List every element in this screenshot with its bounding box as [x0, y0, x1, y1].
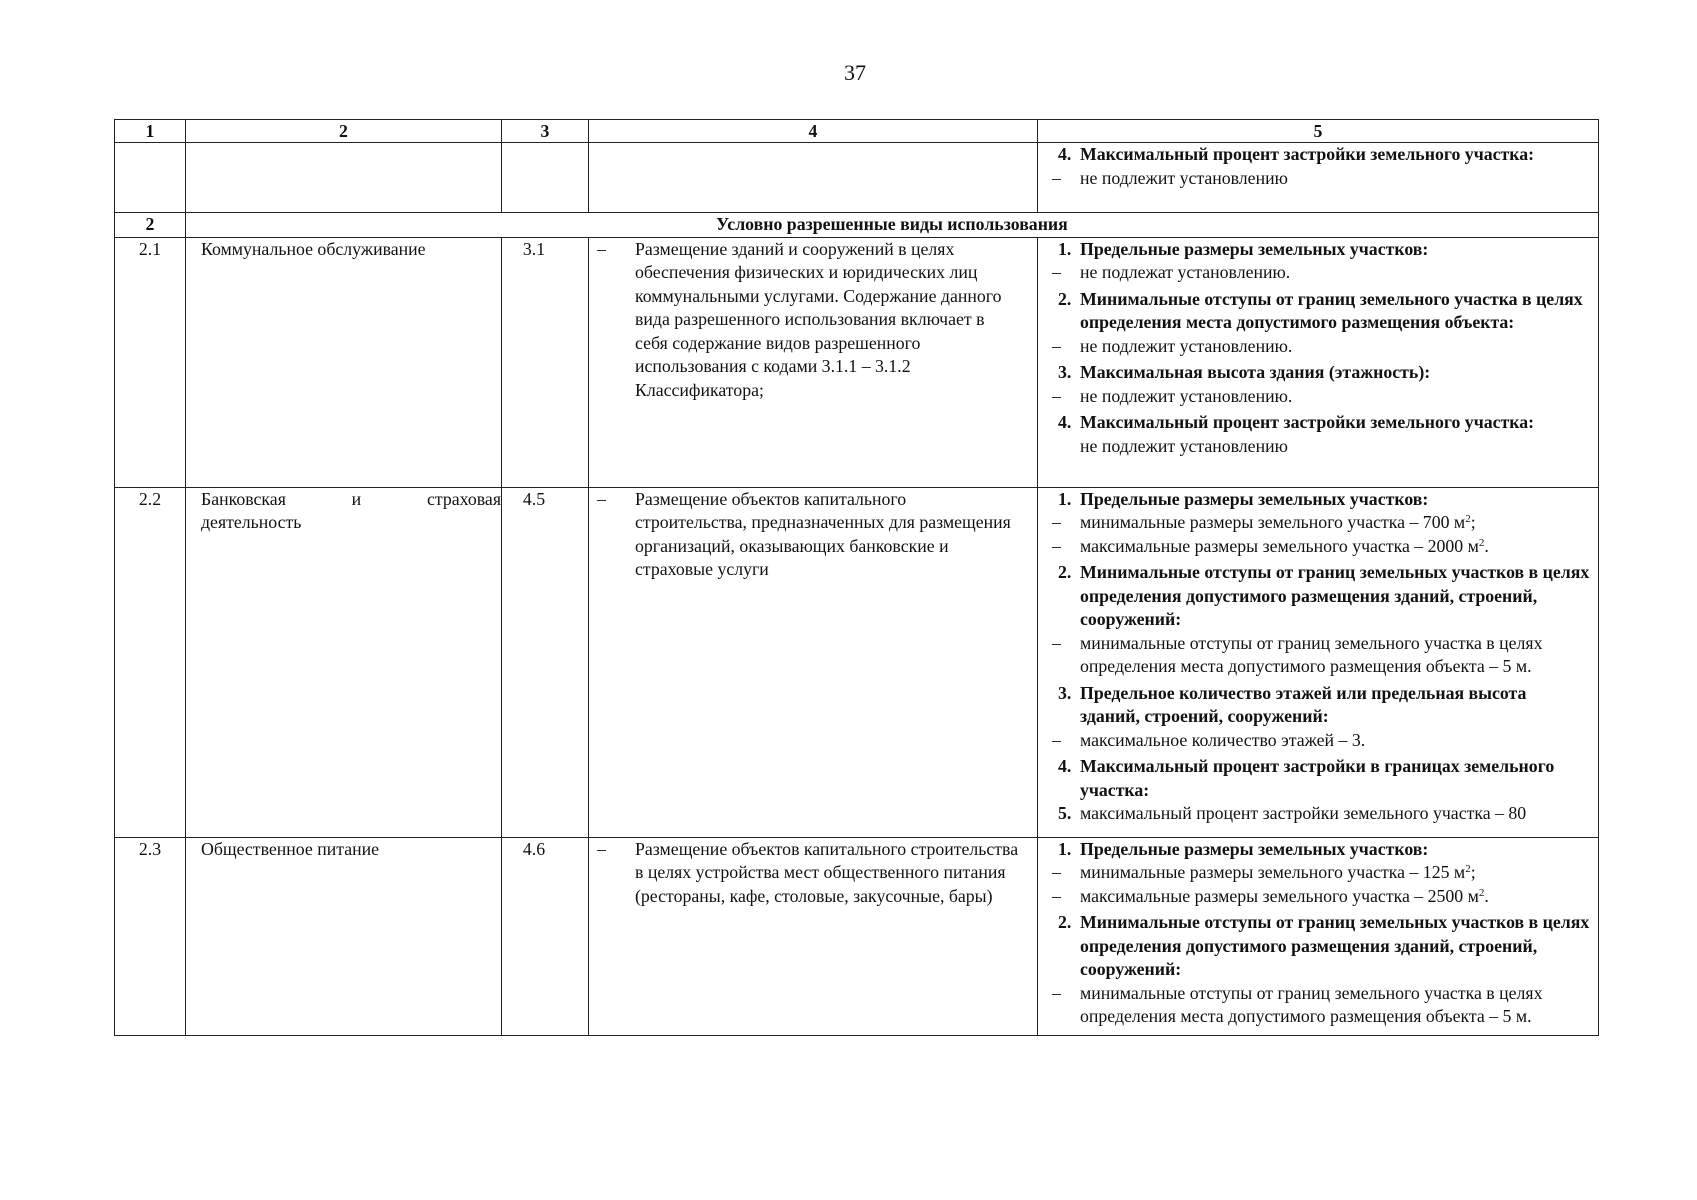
- param-number: 4.: [1058, 144, 1072, 164]
- description-cell: [589, 237, 1038, 487]
- header-cell: 4: [589, 120, 1038, 143]
- section-row: [115, 213, 1599, 238]
- param-value: [1048, 861, 1590, 885]
- param-text-wrap: [1080, 535, 1590, 559]
- use-name-line: деятельность: [201, 512, 302, 532]
- param-title: Предельные размеры земельных участков:: [1080, 238, 1429, 259]
- param-value: [1048, 167, 1590, 191]
- param-title: Максимальный процент застройки земельного участка:: [1080, 144, 1535, 164]
- param-value: [1048, 885, 1590, 909]
- param-text-wrap: [1080, 729, 1590, 753]
- param-title: Предельные размеры земельных участков:: [1080, 488, 1429, 509]
- param-value: [1048, 385, 1590, 409]
- param-number: 1.: [1058, 838, 1072, 859]
- description-text: Размещение зданий и сооружений в целях обеспечения физических и юридических лиц коммунальными услугами. Содержание данного вида разрешенного использования включает в себя содержание видов разрешенного использования с кодами 3.1.1 – 3.1.2 Классификатора;: [635, 238, 1002, 400]
- header-cell: 5: [1038, 120, 1599, 143]
- row-number: 2.1: [115, 237, 186, 487]
- param-number: 3.: [1058, 682, 1072, 703]
- param-number: 4.: [1058, 756, 1072, 776]
- param-text-wrap: [1080, 632, 1590, 679]
- param-tail: ;: [1470, 512, 1476, 532]
- header-cell: 2: [186, 120, 502, 143]
- use-name-word: Банковская: [201, 488, 286, 509]
- superscript: 2: [1465, 863, 1471, 875]
- param-text-wrap: [1080, 435, 1590, 459]
- dash-marker: –: [1052, 632, 1061, 653]
- use-name-cell: [186, 837, 502, 1035]
- param-value: [1048, 632, 1590, 679]
- use-name-cell: [186, 487, 502, 837]
- description-cell: [589, 837, 1038, 1035]
- param-heading: [1048, 561, 1590, 632]
- param-heading: [1048, 911, 1590, 982]
- param-title: Максимальная высота здания (этажность):: [1080, 362, 1431, 382]
- param-item: [1048, 802, 1590, 826]
- param-title: Предельное количество этажей или предельная высота зданий, строений, сооружений:: [1080, 682, 1527, 726]
- dash-marker: –: [1052, 862, 1061, 882]
- param-text: минимальные размеры земельного участка – 125 м: [1080, 862, 1466, 882]
- use-name: Коммунальное обслуживание: [201, 238, 426, 259]
- param-number: 4.: [1058, 412, 1072, 432]
- page-number: 37: [844, 60, 866, 85]
- param-heading: [1048, 143, 1590, 167]
- use-name-word: страховая: [427, 488, 501, 509]
- param-text-wrap: [1080, 982, 1590, 1029]
- dash-marker: –: [1052, 885, 1061, 906]
- param-number: 1.: [1058, 238, 1072, 259]
- dash-marker: –: [1052, 167, 1061, 188]
- param-text: не подлежит установлению.: [1080, 335, 1293, 356]
- empty-cell: [115, 143, 186, 213]
- param-title: Максимальный процент застройки земельного участка:: [1080, 412, 1535, 432]
- param-number: 2.: [1058, 912, 1072, 932]
- param-text-wrap: [1080, 385, 1590, 409]
- param-heading: [1048, 838, 1590, 862]
- param-heading: [1048, 411, 1590, 435]
- empty-cell: [502, 143, 589, 213]
- param-tail: ;: [1470, 862, 1476, 882]
- param-tail: .: [1484, 885, 1489, 906]
- param-text-wrap: [1080, 885, 1590, 909]
- use-code: 4.6: [502, 837, 589, 1035]
- param-text-wrap: [1080, 335, 1590, 359]
- dash-marker: –: [1052, 512, 1061, 532]
- param-heading: [1048, 488, 1590, 512]
- param-value: [1048, 261, 1590, 285]
- param-text-wrap: [1080, 511, 1590, 535]
- use-name: Общественное питание: [201, 838, 380, 859]
- param-text: минимальные отступы от границ земельного участка в целях определения места допустимого размещения объекта – 5 м.: [1080, 982, 1543, 1026]
- continuation-row: [115, 143, 1599, 213]
- section-title: Условно разрешенные виды использования: [186, 213, 1599, 238]
- dash-marker: –: [597, 488, 606, 509]
- description-text: Размещение объектов капитального строительства в целях устройства мест общественного питания (рестораны, кафе, столовые, закусочные, бары): [635, 838, 1019, 906]
- section-number: 2: [115, 213, 186, 238]
- params-cell: [1038, 837, 1599, 1035]
- param-number: 5.: [1058, 803, 1072, 823]
- param-text: не подлежит установлению: [1080, 167, 1288, 188]
- use-name-cell: [186, 237, 502, 487]
- params-cell: [1038, 237, 1599, 487]
- use-code: 3.1: [502, 237, 589, 487]
- param-text: максимальные размеры земельного участка – 2500 м: [1080, 885, 1479, 906]
- param-text-wrap: [1080, 261, 1590, 285]
- description: [589, 488, 1021, 582]
- empty-cell: [589, 143, 1038, 213]
- use-name-line: [201, 488, 501, 512]
- param-value: [1048, 511, 1590, 535]
- param-number: 2.: [1058, 288, 1072, 309]
- param-value: [1048, 435, 1590, 459]
- param-heading: [1048, 238, 1590, 262]
- param-text: не подлежит установлению: [1080, 435, 1288, 456]
- dash-marker: –: [597, 838, 606, 859]
- param-tail: .: [1484, 535, 1489, 556]
- superscript: 2: [1478, 886, 1485, 899]
- dash-marker: –: [1052, 262, 1061, 282]
- param-number: 2.: [1058, 562, 1072, 582]
- param-value: [1048, 335, 1590, 359]
- param-title: Минимальные отступы от границ земельных участков в целях определения допустимого размещения зданий, строений, сооружений:: [1080, 912, 1590, 979]
- param-text: максимальный процент застройки земельного участка – 80: [1080, 803, 1527, 823]
- param-value: [1048, 535, 1590, 559]
- row-number: 2.2: [115, 487, 186, 837]
- table-row: [115, 237, 1599, 487]
- dash-marker: –: [1052, 982, 1061, 1003]
- param-title: Минимальные отступы от границ земельных участков в целях определения допустимого размещения зданий, строений, сооружений:: [1080, 562, 1590, 629]
- superscript: 2: [1465, 513, 1471, 525]
- param-text: не подлежат установлению.: [1080, 262, 1291, 282]
- param-heading: [1048, 755, 1590, 802]
- param-value: [1048, 982, 1590, 1029]
- row-number: 2.3: [115, 837, 186, 1035]
- dash-marker: –: [1052, 535, 1061, 556]
- param-heading: [1048, 288, 1590, 335]
- table-row: [115, 487, 1599, 837]
- param-text: минимальные отступы от границ земельного участка в целях определения места допустимого размещения объекта – 5 м.: [1080, 632, 1543, 676]
- description-text: Размещение объектов капитального строительства, предназначенных для размещения организаций, оказывающих банковские и страховые услуги: [635, 488, 1011, 579]
- use-name-word: и: [351, 488, 362, 509]
- dash-marker: –: [1052, 729, 1061, 750]
- dash-marker: –: [1052, 335, 1061, 356]
- regulations-table: [114, 119, 1599, 1036]
- description-cell: [589, 487, 1038, 837]
- param-number: 1.: [1058, 488, 1072, 509]
- dash-marker: –: [1052, 385, 1061, 406]
- param-heading: [1048, 361, 1590, 385]
- header-cell: 3: [502, 120, 589, 143]
- header-cell: 1: [115, 120, 186, 143]
- param-text: не подлежит установлению.: [1080, 385, 1293, 406]
- params-cell: [1038, 143, 1599, 213]
- param-text: максимальное количество этажей – 3.: [1080, 729, 1366, 750]
- use-code: 4.5: [502, 487, 589, 837]
- param-title: Предельные размеры земельных участков:: [1080, 838, 1429, 859]
- table-row: [115, 837, 1599, 1035]
- param-title: Минимальные отступы от границ земельного участка в целях определения места допустимого размещения объекта:: [1080, 288, 1583, 332]
- params-cell: [1038, 487, 1599, 837]
- param-text: минимальные размеры земельного участка – 700 м: [1080, 512, 1466, 532]
- empty-cell: [186, 143, 502, 213]
- dash-marker: –: [597, 238, 606, 259]
- param-number: 3.: [1058, 362, 1072, 382]
- header-row: [115, 120, 1599, 143]
- param-text: максимальные размеры земельного участка – 2000 м: [1080, 535, 1479, 556]
- param-heading: [1048, 682, 1590, 729]
- param-text-wrap: [1080, 861, 1590, 885]
- superscript: 2: [1478, 536, 1485, 549]
- param-title: Максимальный процент застройки в границах земельного участка:: [1080, 756, 1555, 800]
- description: [589, 238, 1021, 403]
- param-value: [1048, 729, 1590, 753]
- description: [589, 838, 1021, 909]
